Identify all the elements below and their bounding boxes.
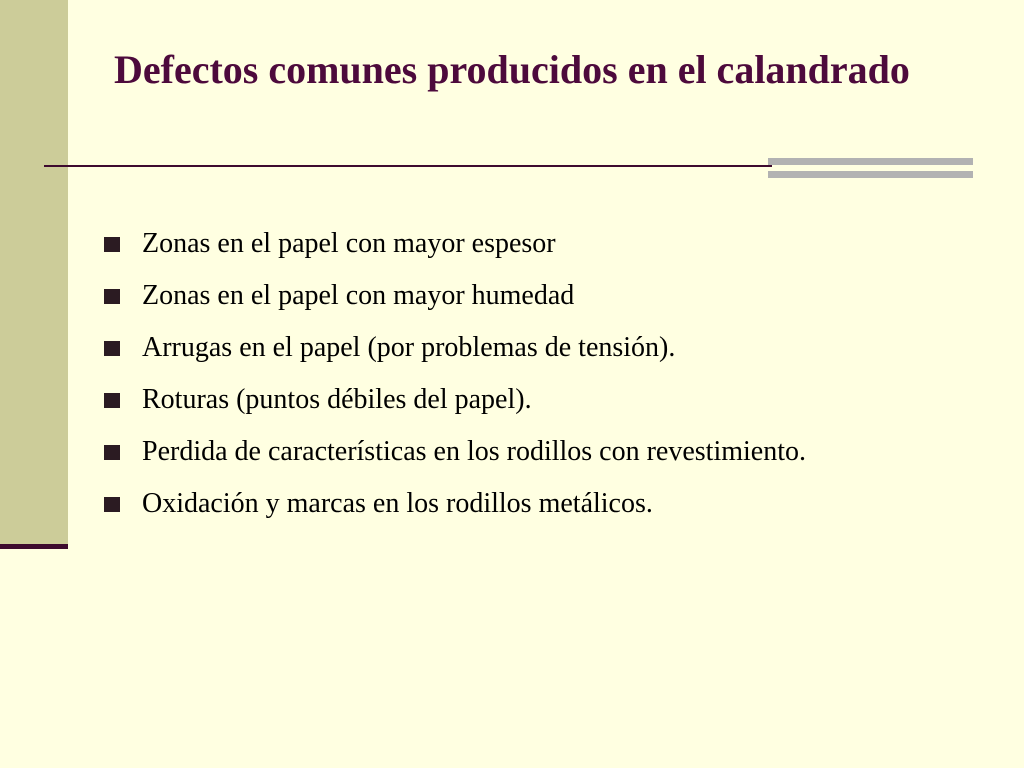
square-bullet-icon [104,341,120,356]
accent-band-bottom [768,171,973,178]
title-divider-accent [768,158,973,179]
bullet-item [104,218,1004,270]
accent-band-top [768,158,973,165]
square-bullet-icon [104,237,120,252]
bullet-item [104,478,1004,530]
square-bullet-icon [104,289,120,304]
bullet-text: Perdida de características en los rodillos con revestimiento. [142,436,807,467]
slide-title: Defectos comunes producidos en el calandrado [114,47,910,92]
bullet-item [104,426,1004,478]
bullet-text: Roturas (puntos débiles del papel). [142,384,532,415]
bullet-text: Arrugas en el papel (por problemas de tensión). [142,332,676,363]
left-sidebar-bar [0,0,68,546]
title-divider-line [44,165,772,167]
left-sidebar-underline [0,544,68,549]
square-bullet-icon [104,445,120,460]
bullet-list [104,218,1004,530]
bullet-item [104,270,1004,322]
bullet-text: Oxidación y marcas en los rodillos metálicos. [142,488,653,519]
bullet-text: Zonas en el papel con mayor espesor [142,228,556,259]
bullet-text: Zonas en el papel con mayor humedad [142,280,575,311]
square-bullet-icon [104,497,120,512]
bullet-item [104,374,1004,426]
square-bullet-icon [104,393,120,408]
bullet-item [104,322,1004,374]
